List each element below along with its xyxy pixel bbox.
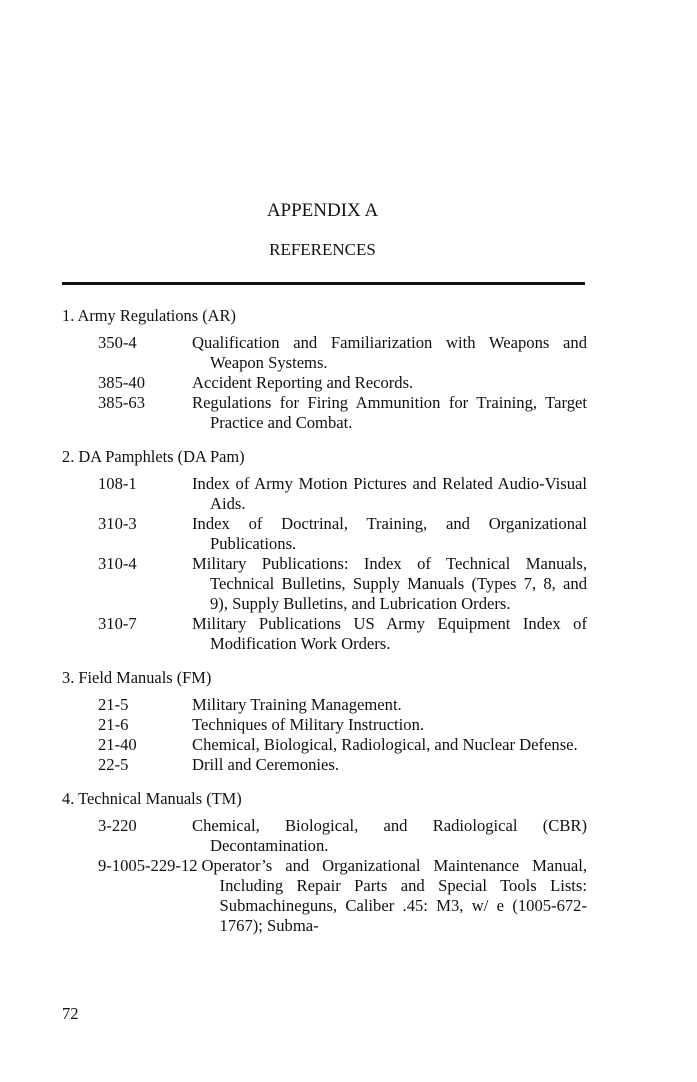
reference-number: 385-40 [98, 373, 146, 392]
reference-entry [62, 735, 587, 755]
reference-number: 310-4 [98, 554, 137, 573]
reference-number: 21-5 [98, 695, 129, 714]
section-field-manuals [62, 668, 587, 775]
reference-number: 350-4 [98, 333, 137, 352]
section-heading: 1. Army Regulations (AR) [62, 306, 236, 325]
reference-number: 385-63 [98, 393, 146, 412]
reference-title: Techniques of Military Instruction. [192, 715, 425, 734]
reference-title: Military Publications: Index of Technical Manuals, Technical Bulletins, Supply Manuals (Types 7, 8, and 9), Supply Bulletins, and Lubrication Orders. [192, 554, 587, 613]
reference-number: 310-3 [98, 514, 137, 533]
section-technical-manuals [62, 789, 587, 936]
appendix-title: APPENDIX A [266, 200, 379, 221]
reference-title: Accident Reporting and Records. [192, 373, 414, 392]
reference-number: 9-1005-229-12 [98, 856, 198, 875]
section-heading: 4. Technical Manuals (TM) [62, 789, 242, 808]
reference-entry [62, 695, 587, 715]
reference-title: Index of Doctrinal, Training, and Organizational Publications. [192, 514, 587, 553]
reference-number: 22-5 [98, 755, 129, 774]
section-heading: 3. Field Manuals (FM) [62, 668, 212, 687]
references-list [62, 306, 587, 950]
reference-number: 3-220 [98, 816, 137, 835]
reference-title: Index of Army Motion Pictures and Related Audio-Visual Aids. [192, 474, 587, 513]
appendix-subtitle: REFERENCES [269, 240, 376, 259]
reference-number: 21-40 [98, 735, 137, 754]
reference-entry [62, 755, 587, 775]
reference-title: Chemical, Biological, and Radiological (CBR) Decontamination. [192, 816, 587, 855]
reference-title: Military Training Management. [192, 695, 402, 714]
reference-entry [62, 474, 587, 514]
reference-title: Regulations for Firing Ammunition for Training, Target Practice and Combat. [192, 393, 587, 432]
reference-entry [62, 393, 587, 433]
reference-entry [62, 856, 587, 936]
heading-rule [62, 282, 585, 285]
reference-entry [62, 816, 587, 856]
reference-entry [62, 715, 587, 735]
section-army-regulations [62, 306, 587, 433]
reference-number: 310-7 [98, 614, 137, 633]
reference-title: Chemical, Biological, Radiological, and Nuclear Defense. [192, 735, 578, 754]
reference-entry [62, 614, 587, 654]
reference-number: 108-1 [98, 474, 137, 493]
reference-title: Qualification and Familiarization with Weapons and Weapon Systems. [192, 333, 587, 372]
reference-entry [62, 333, 587, 373]
page-number: 72 [62, 1004, 79, 1023]
reference-entry [62, 554, 587, 614]
reference-entry [62, 373, 587, 393]
reference-number: 21-6 [98, 715, 129, 734]
reference-title: Operator’s and Organizational Maintenance Manual, Including Repair Parts and Special Tools Lists: Submachineguns, Caliber .45: M3, w/ e (1005-672-1767); Subma- [201, 856, 587, 935]
reference-title: Drill and Ceremonies. [192, 755, 340, 774]
section-heading: 2. DA Pamphlets (DA Pam) [62, 447, 245, 466]
reference-entry [62, 514, 587, 554]
section-da-pamphlets [62, 447, 587, 654]
reference-title: Military Publications US Army Equipment Index of Modification Work Orders. [192, 614, 587, 653]
